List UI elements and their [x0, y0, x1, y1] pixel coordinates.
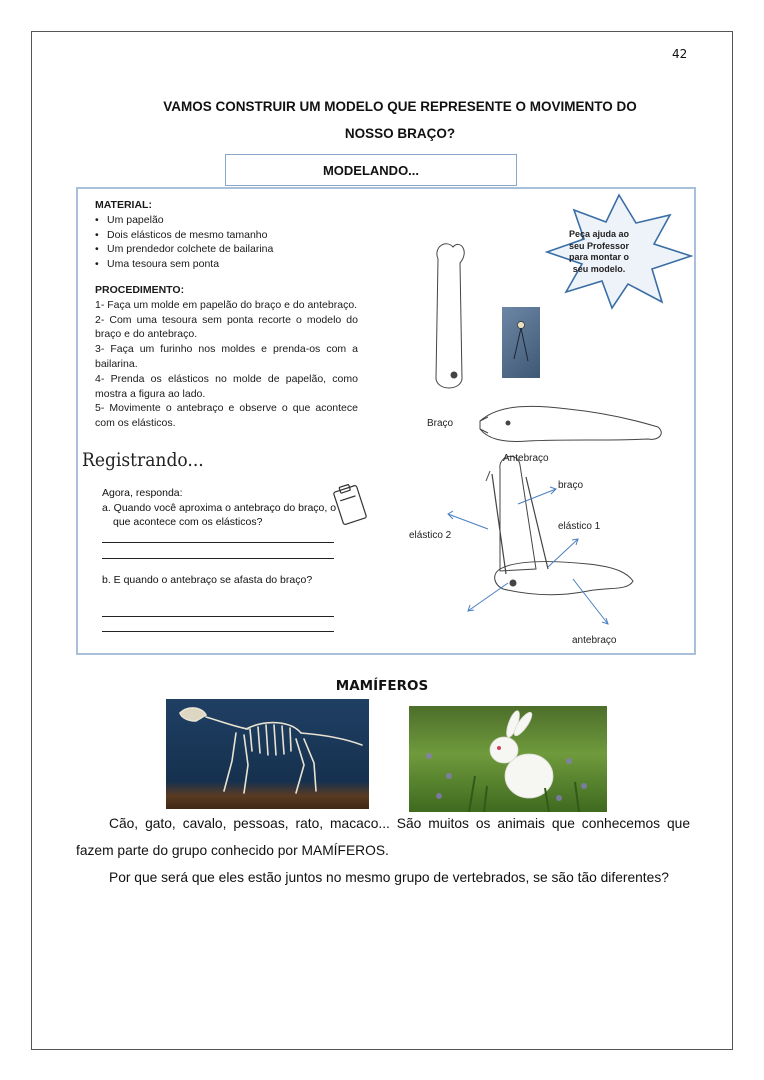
material-heading: MATERIAL: — [95, 199, 152, 211]
star-note: Peça ajuda ao seu Professor para montar o seu modelo. — [568, 229, 630, 274]
procedimento-section — [95, 283, 358, 431]
procedimento-step: 2- Com uma tesoura sem ponta recorte o modelo do braço e do antebraço. — [95, 313, 358, 341]
registrando-heading: Registrando... — [82, 449, 204, 471]
page-title — [100, 93, 700, 147]
answer-line[interactable] — [102, 616, 334, 617]
label-elastico-2: elástico 2 — [409, 530, 452, 541]
material-item: • Dois elásticos de mesmo tamanho — [95, 228, 273, 243]
procedimento-heading: PROCEDIMENTO: — [95, 284, 185, 296]
procedimento-step: 5- Movimente o antebraço e observe o que acontece com os elásticos. — [95, 402, 358, 430]
material-item: • Um prendedor colchete de bailarina — [95, 242, 273, 257]
paragraph-1-text: Cão, gato, cavalo, pessoas, rato, macaco... São muitos os animais que conhecemos que fazem parte do grupo conhecido por MAMÍFEROS. — [76, 816, 690, 858]
title-line-1: VAMOS CONSTRUIR UM MODELO QUE REPRESENTE O MOVIMENTO DO — [163, 99, 637, 114]
bailarina-fastener-photo — [502, 307, 540, 378]
modelando-heading: MODELANDO... — [225, 154, 517, 186]
paragraph-2 — [76, 864, 690, 891]
activity-box — [76, 187, 696, 655]
question-a: a. Quando você aproxima o antebraço do braço, o que acontece com os elásticos? — [102, 501, 337, 528]
answer-line[interactable] — [102, 542, 334, 543]
arm-model-diagram — [408, 229, 688, 649]
label-antebraco-small: antebraço — [572, 635, 617, 646]
label-braco-top: Braço — [427, 418, 454, 429]
material-section — [95, 198, 273, 272]
clipboard-icon — [330, 482, 370, 528]
mamiferos-title: MAMÍFEROS — [335, 678, 429, 694]
paragraph-2-text: Por que será que eles estão juntos no mesmo grupo de vertebrados, se são tão diferentes? — [109, 870, 669, 885]
procedimento-step: 4- Prenda os elásticos no molde de papelão, como mostra a figura ao lado. — [95, 372, 358, 400]
dog-skeleton-photo — [166, 699, 369, 809]
material-item: • Um papelão — [95, 213, 273, 228]
label-elastico-1: elástico 1 — [558, 521, 601, 532]
material-list — [95, 213, 273, 272]
questions-intro: Agora, responda: — [102, 487, 183, 499]
answer-line[interactable] — [102, 631, 334, 632]
page-number: 42 — [672, 47, 688, 61]
material-item: • Uma tesoura sem ponta — [95, 257, 273, 272]
paragraph-1 — [76, 810, 690, 864]
answer-line[interactable] — [102, 558, 334, 559]
label-antebraco-top: Antebraço — [503, 453, 549, 464]
question-b: b. E quando o antebraço se afasta do braço? — [102, 574, 313, 586]
questions-block — [102, 486, 347, 530]
title-line-2: NOSSO BRAÇO? — [344, 126, 456, 141]
procedimento-step: 1- Faça um molde em papelão do braço e do antebraço. — [95, 298, 358, 311]
white-rabbit-photo — [409, 706, 607, 812]
label-braco-small: braço — [558, 480, 584, 491]
procedimento-step: 3- Faça um furinho nos moldes e prenda-os com a bailarina. — [95, 343, 358, 370]
